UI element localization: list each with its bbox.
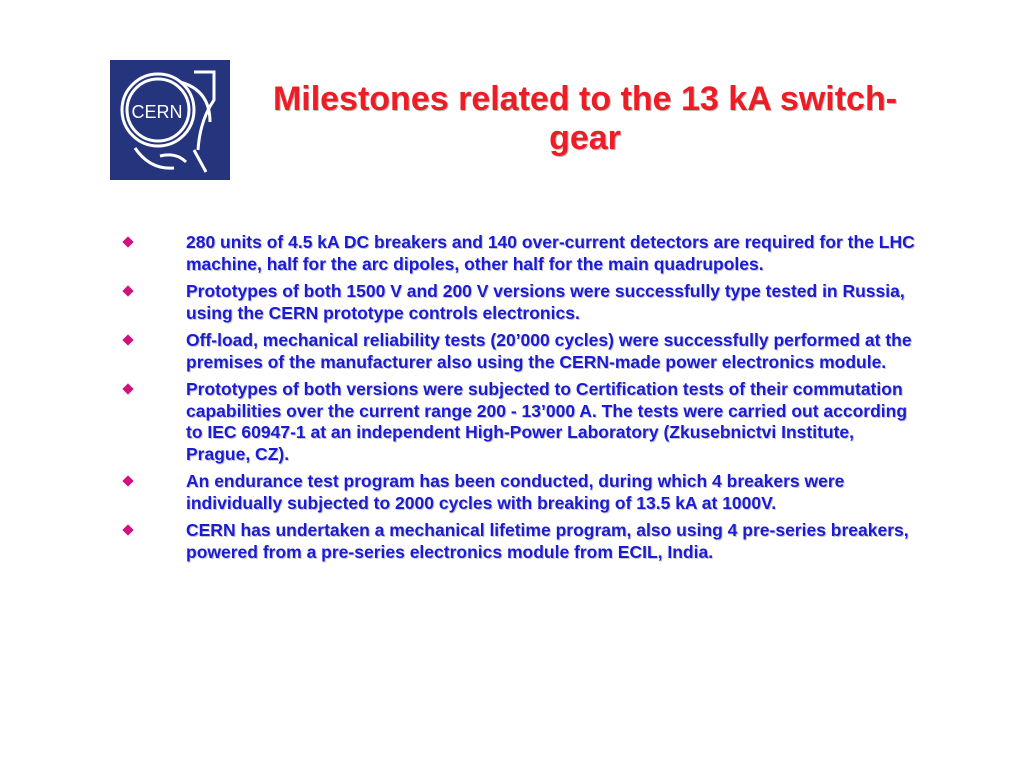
cern-logo-icon [110,60,230,180]
list-item [120,379,920,465]
bullet-list [120,232,920,569]
diamond-bullet-icon [122,236,133,247]
bullet-text: Prototypes of both 1500 V and 200 V versions were successfully type tested in Russia, using the CERN prototype controls electronics. [186,281,905,323]
diamond-bullet-icon [122,285,133,296]
list-item [120,281,920,324]
diamond-bullet-icon [122,524,133,535]
list-item [120,471,920,514]
list-item [120,330,920,373]
diamond-bullet-icon [122,383,133,394]
logo-text: CERN [131,102,183,122]
list-item [120,520,920,563]
bullet-text: Off-load, mechanical reliability tests (20’000 cycles) were successfully performed at the premises of the manufacturer also using the CERN-made power electronics module. [186,330,912,372]
bullet-text: CERN has undertaken a mechanical lifetime program, also using 4 pre-series breakers, powered from a pre-series electronics module from ECIL, India. [186,520,909,562]
cern-logo [110,60,230,180]
bullet-text: Prototypes of both versions were subjected to Certification tests of their commutation capabilities over the current range 200 - 13’000 A. The tests were carried out according to IEC 60947-1 at an independent High-Power Laboratory (Zkusebnictvi Institute, Prague, CZ). [186,379,908,464]
diamond-bullet-icon [122,334,133,345]
diamond-bullet-icon [122,475,133,486]
bullet-text: 280 units of 4.5 kA DC breakers and 140 over-current detectors are required for the LHC machine, half for the arc dipoles, other half for the main quadrupoles. [186,232,915,274]
page-title: Milestones related to the 13 kA switch-gear [272,80,898,157]
bullet-text: An endurance test program has been conducted, during which 4 breakers were individually subjected to 2000 cycles with breaking of 13.5 kA at 1000V. [186,471,845,513]
list-item [120,232,920,275]
